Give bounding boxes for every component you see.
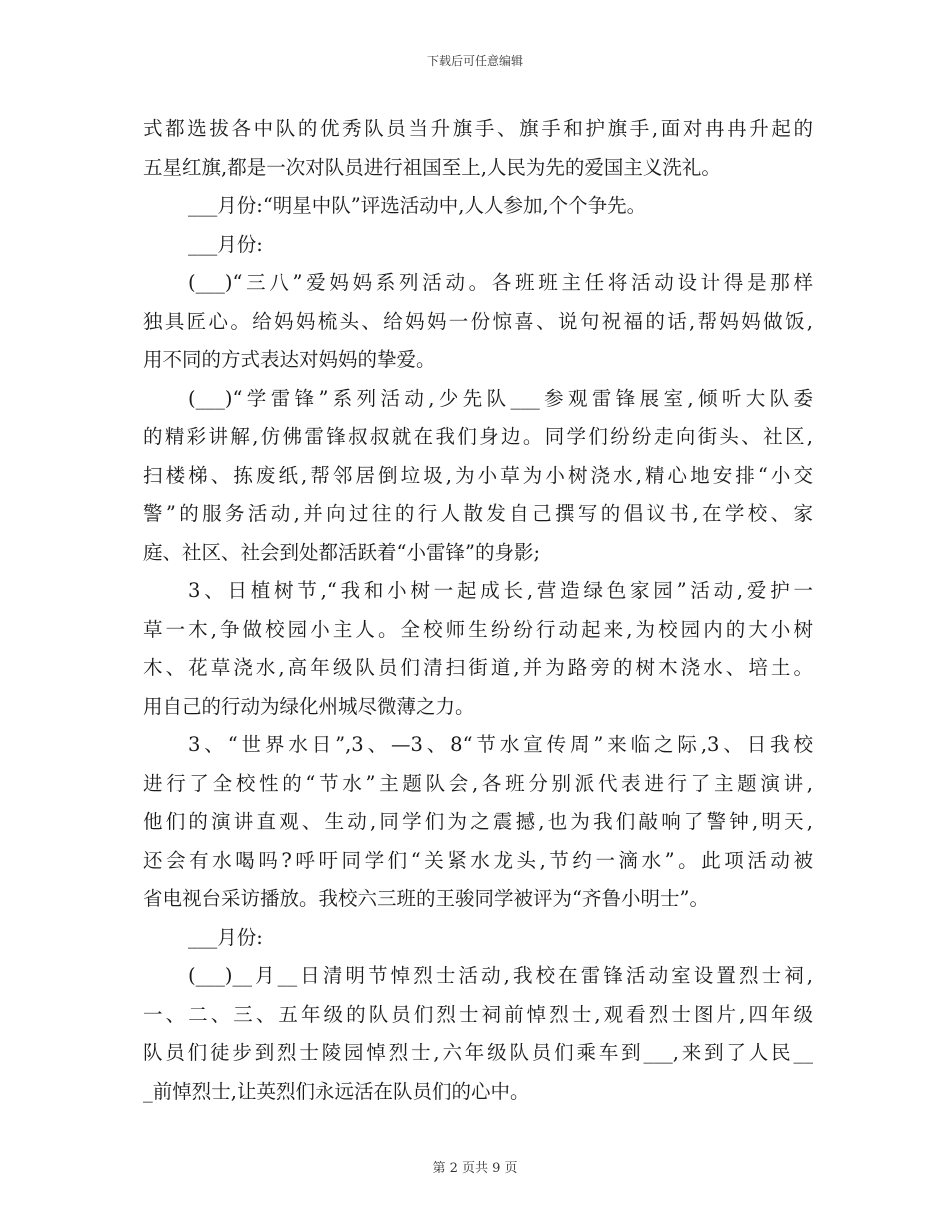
text-line: 警”的服务活动,并向过往的行人散发自己撰写的倡议书,在学校、家: [143, 502, 813, 525]
document-body: [143, 110, 813, 1111]
text-line: 省电视台采访播放。我校六三班的王骏同学被评为“齐鲁小明士”。: [143, 887, 709, 910]
text-line: 一、二、三、五年级的队员们烈士祠前悼烈士,观看烈士图片,四年级: [143, 1002, 813, 1026]
text-line: 3、“世界水日”,3、—3、8“节水宣传周”来临之际,3、日我校: [188, 733, 813, 756]
text-line: ___月份:: [188, 232, 263, 256]
text-line: ___月份:“明星中队”评选活动中,人人参加,个个争先。: [188, 194, 647, 217]
text-line: 用自己的行动为绿化州城尽微薄之力。: [143, 694, 475, 718]
text-line: 扫楼梯、拣废纸,帮邻居倒垃圾,为小草为小树浇水,精心地安排“小交: [143, 463, 813, 487]
text-line: ___月份:: [188, 925, 263, 949]
text-line: (___)“三八”爱妈妈系列活动。各班班主任将活动设计得是那样: [188, 271, 813, 294]
text-line: 式都选拔各中队的优秀队员当升旗手、旗手和护旗手,面对冉冉升起的: [143, 117, 813, 140]
text-line: 进行了全校性的“节水”主题队会,各班分别派代表进行了主题演讲,: [143, 771, 813, 795]
text-line: 还会有水喝吗?呼吁同学们“关紧水龙头,节约一滴水”。此项活动被: [143, 848, 813, 872]
page-header: 下载后可任意编辑: [426, 54, 523, 68]
text-line: _前悼烈士,让英烈们永远活在队员们的心中。: [143, 1079, 530, 1103]
text-line: (___)“学雷锋”系列活动,少先队___参观雷锋展室,倾听大队委: [188, 386, 813, 410]
text-line: 五星红旗,都是一次对队员进行祖国至上,人民为先的爱国主义洗礼。: [143, 155, 721, 179]
text-line: 3、日植树节,“我和小树一起成长,营造绿色家园”活动,爱护一: [188, 579, 813, 602]
text-line: 草一木,争做校园小主人。全校师生纷纷行动起来,为校园内的大小树: [143, 617, 813, 641]
page-footer: 第 2 页共 9 页: [432, 1161, 518, 1176]
text-line: 木、花草浇水,高年级队员们清扫街道,并为路旁的树木浇水、培土。: [143, 656, 813, 679]
text-line: (___)__月__日清明节悼烈士活动,我校在雷锋活动室设置烈士祠,: [188, 964, 813, 987]
text-line: 庭、社区、社会到处都活跃着“小雷锋”的身影;: [143, 540, 541, 564]
text-line: 的精彩讲解,仿佛雷锋叔叔就在我们身边。同学们纷纷走向街头、社区,: [143, 425, 813, 448]
text-line: 独具匠心。给妈妈梳头、给妈妈一份惊喜、说句祝福的话,帮妈妈做饭,: [143, 309, 813, 333]
text-line: 他们的演讲直观、生动,同学们为之震撼,也为我们敲响了警钟,明天,: [143, 810, 813, 833]
text-line: 用不同的方式表达对妈妈的挚爱。: [143, 348, 436, 371]
text-line: 队员们徒步到烈士陵园悼烈士,六年级队员们乘车到___,来到了人民__: [143, 1041, 813, 1064]
